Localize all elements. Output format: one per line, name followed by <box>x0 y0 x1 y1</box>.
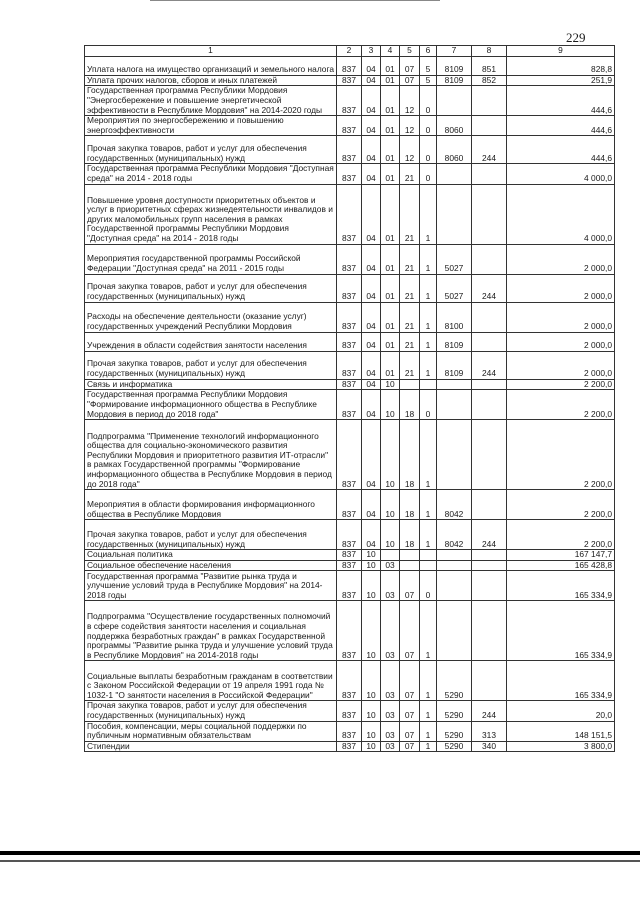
row-direction-cell <box>437 184 472 244</box>
row-type-cell <box>472 601 507 661</box>
row-subsection-cell: 01 <box>381 332 400 351</box>
table-row <box>85 351 615 379</box>
row-subprogram-cell: 1 <box>420 661 437 701</box>
row-code-cell: 837 <box>337 490 362 520</box>
table-row <box>85 571 615 601</box>
row-subprogram-cell: 0 <box>420 136 437 164</box>
row-program-cell: 07 <box>400 741 420 752</box>
row-code-cell: 837 <box>337 75 362 86</box>
row-name-cell: Мероприятия в области формирования информационного общества в Республике Мордовия <box>85 490 337 520</box>
table-row <box>85 302 615 332</box>
row-subsection-cell: 10 <box>381 390 400 420</box>
row-subsection-cell: 03 <box>381 571 400 601</box>
row-amount-cell: 2 200,0 <box>507 379 615 390</box>
row-code-cell: 837 <box>337 86 362 116</box>
row-program-cell: 07 <box>400 661 420 701</box>
row-amount-cell: 165 428,8 <box>507 560 615 571</box>
row-subsection-cell: 01 <box>381 164 400 184</box>
row-subsection-cell: 01 <box>381 302 400 332</box>
row-type-cell <box>472 550 507 561</box>
row-section-cell: 04 <box>362 520 381 550</box>
table-row <box>85 164 615 184</box>
row-section-cell: 10 <box>362 601 381 661</box>
row-subprogram-cell: 1 <box>420 721 437 741</box>
row-direction-cell: 5290 <box>437 701 472 721</box>
row-amount-cell: 20,0 <box>507 701 615 721</box>
row-section-cell: 04 <box>362 86 381 116</box>
table-row <box>85 332 615 351</box>
row-name-cell: Государственная программа Республики Мордовия "Формирование информационного общества в Республике Мордовия в период до 2018 года" <box>85 390 337 420</box>
row-type-cell <box>472 332 507 351</box>
row-type-cell: 244 <box>472 274 507 302</box>
row-code-cell: 837 <box>337 420 362 490</box>
row-type-cell <box>472 661 507 701</box>
row-type-cell <box>472 244 507 274</box>
row-amount-cell: 2 000,0 <box>507 244 615 274</box>
row-subprogram-cell: 1 <box>420 302 437 332</box>
row-subsection-cell <box>381 550 400 561</box>
table-row <box>85 721 615 741</box>
row-program-cell: 07 <box>400 601 420 661</box>
row-name-cell: Подпрограмма "Осуществление государственных полномочий в сфере содействия занятости населения и социальная поддержка безработных граждан" в рамках Государственной программы "Развитие рынка труда и улучшение условий труда в Республике Мордовия" на 2014-2018 годы <box>85 601 337 661</box>
table-row <box>85 274 615 302</box>
row-direction-cell: 5027 <box>437 244 472 274</box>
row-name-cell: Стипендии <box>85 741 337 752</box>
scan-bottom-rule <box>0 851 640 855</box>
table-row <box>85 75 615 86</box>
row-name-cell: Уплата прочих налогов, сборов и иных платежей <box>85 75 337 86</box>
row-program-cell: 12 <box>400 136 420 164</box>
row-section-cell: 04 <box>362 136 381 164</box>
row-code-cell: 837 <box>337 601 362 661</box>
row-subsection-cell: 03 <box>381 601 400 661</box>
row-subprogram-cell: 1 <box>420 244 437 274</box>
row-subprogram-cell: 0 <box>420 116 437 136</box>
row-program-cell: 21 <box>400 164 420 184</box>
row-amount-cell: 148 151,5 <box>507 721 615 741</box>
row-section-cell: 04 <box>362 302 381 332</box>
row-type-cell <box>472 116 507 136</box>
row-amount-cell: 165 334,9 <box>507 571 615 601</box>
row-type-cell <box>472 490 507 520</box>
row-program-cell: 18 <box>400 390 420 420</box>
row-program-cell: 07 <box>400 56 420 75</box>
row-type-cell <box>472 184 507 244</box>
table-header-row <box>85 46 615 57</box>
row-subprogram-cell <box>420 560 437 571</box>
row-amount-cell: 2 000,0 <box>507 274 615 302</box>
row-amount-cell: 2 000,0 <box>507 302 615 332</box>
row-direction-cell: 8042 <box>437 520 472 550</box>
row-name-cell: Социальная политика <box>85 550 337 561</box>
row-type-cell: 340 <box>472 741 507 752</box>
scan-top-edge <box>150 0 440 1</box>
row-subprogram-cell: 5 <box>420 56 437 75</box>
table-row <box>85 741 615 752</box>
table-row <box>85 420 615 490</box>
row-name-cell: Уплата налога на имущество организаций и земельного налога <box>85 56 337 75</box>
header-cell: 4 <box>381 46 400 57</box>
row-subsection-cell: 10 <box>381 379 400 390</box>
table-row <box>85 379 615 390</box>
row-code-cell: 837 <box>337 184 362 244</box>
row-section-cell: 04 <box>362 116 381 136</box>
table-row <box>85 550 615 561</box>
row-direction-cell <box>437 571 472 601</box>
row-name-cell: Расходы на обеспечение деятельности (оказание услуг) государственных учреждений Республики Мордовия <box>85 302 337 332</box>
header-cell: 2 <box>337 46 362 57</box>
row-subprogram-cell: 0 <box>420 86 437 116</box>
row-direction-cell: 8060 <box>437 116 472 136</box>
row-section-cell: 10 <box>362 571 381 601</box>
row-section-cell: 04 <box>362 379 381 390</box>
row-name-cell: Повышение уровня доступности приоритетных объектов и услуг в приоритетных сферах жизнедеятельности инвалидов и других маломобильных групп населения в рамках Государственной программы Республики Мордовия "Доступная среда" на 2014 - 2018 годы <box>85 184 337 244</box>
row-name-cell: Прочая закупка товаров, работ и услуг для обеспечения государственных (муниципальных) нужд <box>85 274 337 302</box>
row-program-cell <box>400 560 420 571</box>
row-section-cell: 04 <box>362 56 381 75</box>
row-program-cell: 12 <box>400 86 420 116</box>
row-section-cell: 04 <box>362 332 381 351</box>
row-program-cell <box>400 550 420 561</box>
row-amount-cell: 444,6 <box>507 136 615 164</box>
row-direction-cell: 5290 <box>437 661 472 701</box>
row-name-cell: Учреждения в области содействия занятости населения <box>85 332 337 351</box>
header-cell: 8 <box>472 46 507 57</box>
row-subprogram-cell <box>420 550 437 561</box>
row-direction-cell <box>437 379 472 390</box>
row-type-cell: 244 <box>472 520 507 550</box>
row-amount-cell: 444,6 <box>507 116 615 136</box>
row-subsection-cell: 01 <box>381 351 400 379</box>
row-section-cell: 04 <box>362 274 381 302</box>
row-code-cell: 837 <box>337 56 362 75</box>
row-amount-cell: 444,6 <box>507 86 615 116</box>
row-section-cell: 04 <box>362 75 381 86</box>
row-direction-cell: 8042 <box>437 490 472 520</box>
row-program-cell: 18 <box>400 490 420 520</box>
row-subprogram-cell: 1 <box>420 420 437 490</box>
row-program-cell: 18 <box>400 420 420 490</box>
row-subprogram-cell: 1 <box>420 274 437 302</box>
row-direction-cell: 8109 <box>437 332 472 351</box>
row-direction-cell <box>437 420 472 490</box>
row-subprogram-cell: 5 <box>420 75 437 86</box>
header-cell: 1 <box>85 46 337 57</box>
row-type-cell <box>472 390 507 420</box>
scan-bottom-rule-thin <box>0 860 640 862</box>
row-direction-cell <box>437 550 472 561</box>
row-code-cell: 837 <box>337 379 362 390</box>
row-type-cell: 852 <box>472 75 507 86</box>
row-direction-cell: 8109 <box>437 351 472 379</box>
page-number: 229 <box>566 30 586 45</box>
row-subprogram-cell: 0 <box>420 571 437 601</box>
row-code-cell: 837 <box>337 721 362 741</box>
table-row <box>85 116 615 136</box>
row-program-cell: 21 <box>400 244 420 274</box>
row-subsection-cell: 01 <box>381 56 400 75</box>
header-cell: 9 <box>507 46 615 57</box>
row-name-cell: Государственная программа Республики Мордовия "Доступная среда" на 2014 - 2018 годы <box>85 164 337 184</box>
row-name-cell: Мероприятия государственной программы Российской Федерации "Доступная среда" на 2011 - 2015 годы <box>85 244 337 274</box>
row-subsection-cell: 01 <box>381 244 400 274</box>
row-program-cell: 21 <box>400 302 420 332</box>
row-subsection-cell: 10 <box>381 520 400 550</box>
row-type-cell <box>472 86 507 116</box>
header-cell: 6 <box>420 46 437 57</box>
row-direction-cell: 8109 <box>437 56 472 75</box>
row-type-cell <box>472 302 507 332</box>
row-name-cell: Прочая закупка товаров, работ и услуг для обеспечения государственных (муниципальных) нужд <box>85 351 337 379</box>
row-subprogram-cell <box>420 379 437 390</box>
header-cell: 7 <box>437 46 472 57</box>
row-code-cell: 837 <box>337 571 362 601</box>
row-direction-cell: 8100 <box>437 302 472 332</box>
row-code-cell: 837 <box>337 741 362 752</box>
row-code-cell: 837 <box>337 136 362 164</box>
row-code-cell: 837 <box>337 274 362 302</box>
row-amount-cell: 2 000,0 <box>507 351 615 379</box>
row-amount-cell: 2 200,0 <box>507 520 615 550</box>
row-subprogram-cell: 1 <box>420 741 437 752</box>
row-subsection-cell: 10 <box>381 420 400 490</box>
row-code-cell: 837 <box>337 701 362 721</box>
row-direction-cell <box>437 86 472 116</box>
row-subsection-cell: 03 <box>381 560 400 571</box>
row-amount-cell: 4 000,0 <box>507 184 615 244</box>
row-type-cell: 244 <box>472 701 507 721</box>
row-name-cell: Прочая закупка товаров, работ и услуг для обеспечения государственных (муниципальных) нужд <box>85 520 337 550</box>
row-subprogram-cell: 1 <box>420 332 437 351</box>
table-row <box>85 244 615 274</box>
row-code-cell: 837 <box>337 332 362 351</box>
row-program-cell: 07 <box>400 571 420 601</box>
row-amount-cell: 2 200,0 <box>507 490 615 520</box>
row-subsection-cell: 10 <box>381 490 400 520</box>
row-program-cell: 21 <box>400 184 420 244</box>
row-subprogram-cell: 1 <box>420 184 437 244</box>
row-direction-cell: 5027 <box>437 274 472 302</box>
row-program-cell: 07 <box>400 701 420 721</box>
row-program-cell: 07 <box>400 75 420 86</box>
row-subsection-cell: 01 <box>381 116 400 136</box>
row-subprogram-cell: 1 <box>420 701 437 721</box>
row-section-cell: 10 <box>362 721 381 741</box>
row-program-cell <box>400 379 420 390</box>
row-type-cell <box>472 164 507 184</box>
header-cell: 3 <box>362 46 381 57</box>
row-subsection-cell: 03 <box>381 661 400 701</box>
row-subprogram-cell: 1 <box>420 490 437 520</box>
row-name-cell: Прочая закупка товаров, работ и услуг для обеспечения государственных (муниципальных) нужд <box>85 136 337 164</box>
row-section-cell: 04 <box>362 420 381 490</box>
row-name-cell: Социальные выплаты безработным гражданам в соответствии с Законом Российской Федерации от 19 апреля 1991 года № 1032-1 "О занятости населения в Российской Федерации" <box>85 661 337 701</box>
table-row <box>85 701 615 721</box>
row-subsection-cell: 01 <box>381 75 400 86</box>
table-row <box>85 661 615 701</box>
table-row <box>85 56 615 75</box>
row-section-cell: 10 <box>362 701 381 721</box>
row-subsection-cell: 01 <box>381 136 400 164</box>
row-direction-cell <box>437 601 472 661</box>
row-amount-cell: 4 000,0 <box>507 164 615 184</box>
row-type-cell <box>472 379 507 390</box>
row-subprogram-cell: 1 <box>420 351 437 379</box>
row-name-cell: Пособия, компенсации, меры социальной поддержки по публичным нормативным обязательствам <box>85 721 337 741</box>
row-program-cell: 21 <box>400 351 420 379</box>
row-amount-cell: 2 200,0 <box>507 390 615 420</box>
table-row <box>85 520 615 550</box>
row-code-cell: 837 <box>337 351 362 379</box>
row-subsection-cell: 03 <box>381 721 400 741</box>
row-amount-cell: 2 200,0 <box>507 420 615 490</box>
row-type-cell <box>472 420 507 490</box>
row-type-cell: 244 <box>472 136 507 164</box>
row-section-cell: 10 <box>362 550 381 561</box>
row-code-cell: 837 <box>337 550 362 561</box>
table-row <box>85 390 615 420</box>
row-section-cell: 10 <box>362 661 381 701</box>
table-row <box>85 184 615 244</box>
row-code-cell: 837 <box>337 520 362 550</box>
row-code-cell: 837 <box>337 244 362 274</box>
row-subprogram-cell: 0 <box>420 164 437 184</box>
row-amount-cell: 167 147,7 <box>507 550 615 561</box>
row-subsection-cell: 03 <box>381 741 400 752</box>
row-subsection-cell: 01 <box>381 274 400 302</box>
row-code-cell: 837 <box>337 302 362 332</box>
row-name-cell: Подпрограмма "Применение технологий информационного общества для социально-экономического развития Республики Мордовия и приоритетного развития ИТ-отрасли" в рамках Государственной программы "Формирование информационного общества в Республике Мордовия в период до 2018 года" <box>85 420 337 490</box>
row-type-cell: 313 <box>472 721 507 741</box>
row-program-cell: 18 <box>400 520 420 550</box>
row-direction-cell: 8109 <box>437 75 472 86</box>
table-row <box>85 86 615 116</box>
row-type-cell: 851 <box>472 56 507 75</box>
row-name-cell: Связь и информатика <box>85 379 337 390</box>
row-name-cell: Социальное обеспечение населения <box>85 560 337 571</box>
row-type-cell: 244 <box>472 351 507 379</box>
row-amount-cell: 3 800,0 <box>507 741 615 752</box>
row-direction-cell: 5290 <box>437 741 472 752</box>
row-section-cell: 04 <box>362 184 381 244</box>
row-name-cell: Мероприятия по энергосбережению и повышению энергоэффективности <box>85 116 337 136</box>
table-row <box>85 601 615 661</box>
row-subprogram-cell: 1 <box>420 601 437 661</box>
table-row <box>85 136 615 164</box>
row-section-cell: 04 <box>362 490 381 520</box>
row-section-cell: 10 <box>362 560 381 571</box>
row-amount-cell: 165 334,9 <box>507 661 615 701</box>
row-code-cell: 837 <box>337 164 362 184</box>
row-direction-cell <box>437 164 472 184</box>
row-section-cell: 04 <box>362 244 381 274</box>
row-section-cell: 04 <box>362 164 381 184</box>
row-type-cell <box>472 571 507 601</box>
row-amount-cell: 251,9 <box>507 75 615 86</box>
row-program-cell: 21 <box>400 274 420 302</box>
row-section-cell: 10 <box>362 741 381 752</box>
row-program-cell: 21 <box>400 332 420 351</box>
row-name-cell: Государственная программа "Развитие рынка труда и улучшение условий труда в Республике Мордовия" на 2014-2018 годы <box>85 571 337 601</box>
table-row <box>85 490 615 520</box>
table-row <box>85 560 615 571</box>
row-code-cell: 837 <box>337 116 362 136</box>
row-code-cell: 837 <box>337 560 362 571</box>
row-program-cell: 07 <box>400 721 420 741</box>
row-direction-cell: 5290 <box>437 721 472 741</box>
row-subsection-cell: 01 <box>381 86 400 116</box>
row-amount-cell: 165 334,9 <box>507 601 615 661</box>
row-name-cell: Прочая закупка товаров, работ и услуг для обеспечения государственных (муниципальных) нужд <box>85 701 337 721</box>
budget-table <box>84 45 615 752</box>
row-direction-cell <box>437 390 472 420</box>
row-code-cell: 837 <box>337 661 362 701</box>
row-type-cell <box>472 560 507 571</box>
row-direction-cell <box>437 560 472 571</box>
row-subprogram-cell: 0 <box>420 390 437 420</box>
row-section-cell: 04 <box>362 351 381 379</box>
row-subprogram-cell: 1 <box>420 520 437 550</box>
row-code-cell: 837 <box>337 390 362 420</box>
row-section-cell: 04 <box>362 390 381 420</box>
row-subsection-cell: 03 <box>381 701 400 721</box>
row-name-cell: Государственная программа Республики Мордовия "Энергосбережение и повышение энергетической эффективности в Республике Мордовия" на 2014-2020 годы <box>85 86 337 116</box>
row-program-cell: 12 <box>400 116 420 136</box>
row-direction-cell: 8060 <box>437 136 472 164</box>
row-subsection-cell: 01 <box>381 184 400 244</box>
row-amount-cell: 2 000,0 <box>507 332 615 351</box>
header-cell: 5 <box>400 46 420 57</box>
budget-table-body <box>85 46 615 752</box>
row-amount-cell: 828,8 <box>507 56 615 75</box>
